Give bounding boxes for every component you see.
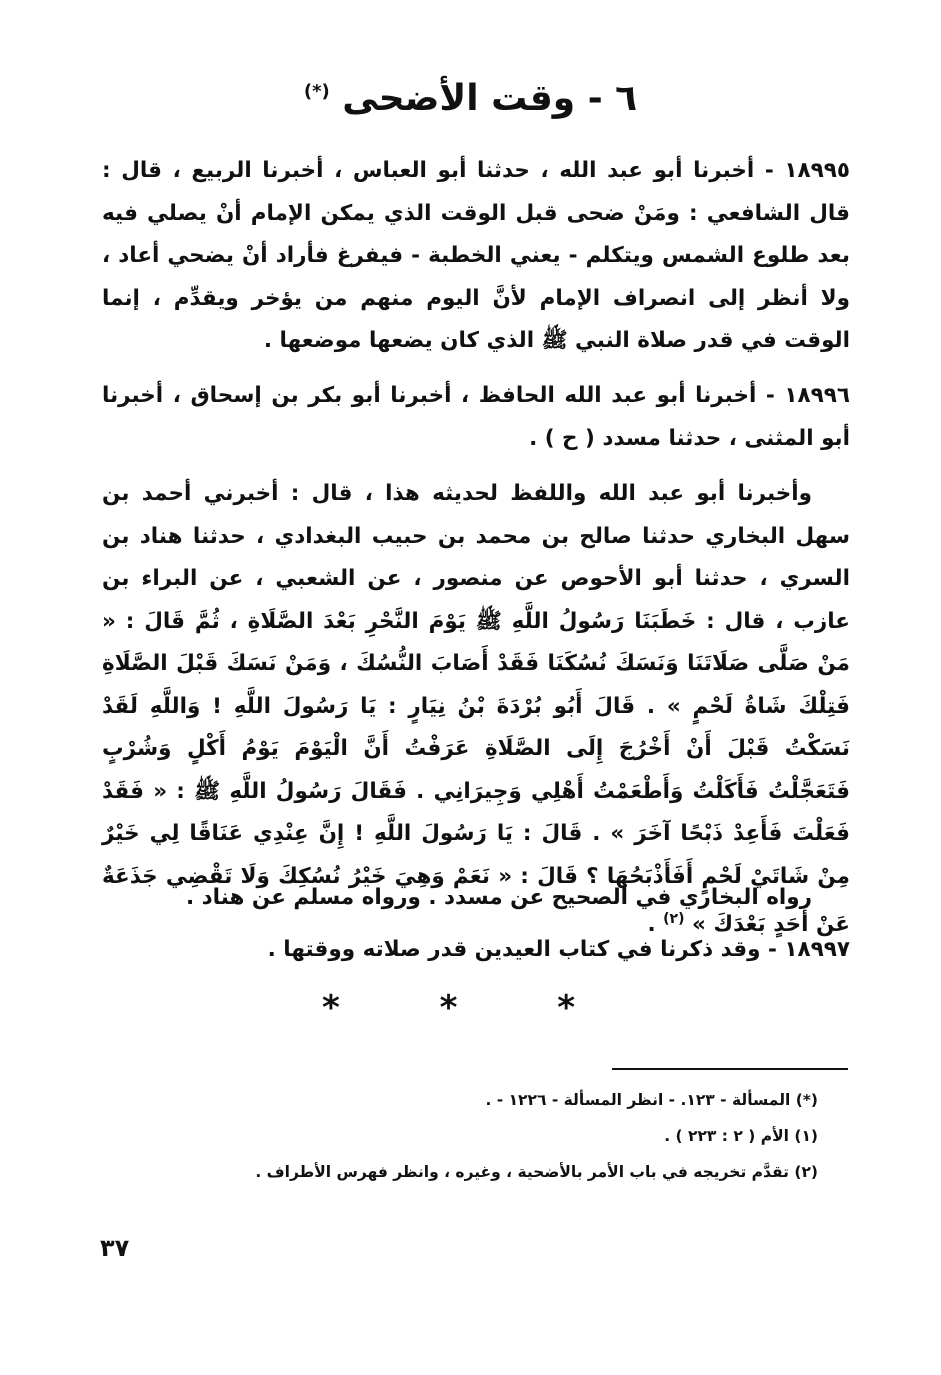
paragraph-18995: ١٨٩٩٥ - أخبرنا أبو عبد الله ، حدثنا أبو العباس ، أخبرنا الربيع ، قال : قال الشافعي : ومَنْ ضحى قبل الوقت الذي يمكن الإمام أنْ يصلي فيه بعد طلوع الشمس ويتكلم - يعني الخطبة - فيفرغ فأراد أنْ يضحي أعاد ، ولا أنظر إلى انصراف الإمام لأنَّ اليوم منهم من يؤخر ويقدِّم ، إنما الوقت في قدر صلاة النبي ﷺ الذي كان يضعها موضعها . bbox=[102, 158, 850, 353]
paragraph-18996: ١٨٩٩٦ - أخبرنا أبو عبد الله الحافظ ، أخبرنا أبو بكر بن إسحاق ، أخبرنا أبو المثنى ، حدثنا مسدد ( ح ) . bbox=[102, 383, 850, 451]
hadith-text: وأخبرنا أبو عبد الله واللفظ لحديثه هذا ، قال : أخبرني أحمد بن سهل البخاري حدثنا صالح بن محمد بن حبيب البغدادي ، حدثنا هناد بن السري ، حدثنا أبو الأحوص عن منصور ، عن الشعبي ، عن البراء بن عازب ، قال : خَطَبَنَا رَسُولُ اللَّهِ ﷺ يَوْمَ النَّحْرِ بَعْدَ الصَّلَاةِ ، ثُمَّ قَالَ : « مَنْ صَلَّى صَلَاتَنَا وَنَسَكَ نُسُكَنَا فَقَدْ أَصَابَ النُّسُكَ ، وَمَنْ نَسَكَ قَبْلَ الصَّلَاةِ فَتِلْكَ شَاةُ لَحْمٍ » . قَالَ أَبُو بُرْدَةَ بْنُ نِيَارٍ : يَا رَسُولَ اللَّهِ ! وَاللَّهِ لَقَدْ نَسَكْتُ قَبْلَ أَنْ أَخْرُجَ إِلَى الصَّلَاةِ عَرَفْتُ أَنَّ الْيَوْمَ يَوْمُ أَكْلٍ وَشُرْبٍ فَتَعَجَّلْتُ فَأَكَلْتُ وَأَطْعَمْتُ أَهْلِي وَجِيرَانِي . فَقَالَ رَسُولُ اللَّهِ ﷺ : « فَقَدْ فَعَلْتَ فَأَعِدْ ذَبْحًا آخَرَ » . قَالَ : يَا رَسُولَ اللَّهِ ! إِنَّ عِنْدِي عَنَاقًا لِي خَيْرٌ مِنْ شَاتَيْ لَحْمٍ أَفَأَذْبَحُهَا ؟ قَالَ : « نَعَمْ وَهِيَ خَيْرُ نُسُكِكَ وَلَا تَقْضِي جَذَعَةٌ عَنْ أَحَدٍ بَعْدَكَ » bbox=[102, 481, 850, 938]
page-number: ٣٧ bbox=[100, 1234, 130, 1262]
paragraph-hadith bbox=[102, 473, 850, 947]
footnote-2: (٢) تقدَّم تخريجه في باب الأمر بالأضحية ، وغيره ، وانظر فهرس الأطراف . bbox=[255, 1163, 818, 1181]
paragraph-riwayah: رواه البخاري في الصحيح عن مسدد . ورواه مسلم عن هناد . bbox=[185, 885, 812, 910]
chapter-title bbox=[0, 78, 941, 119]
hadith-end: . bbox=[647, 912, 664, 938]
title-footnote-marker: (*) bbox=[303, 81, 330, 102]
footnotes bbox=[150, 1082, 818, 1190]
section-separator: * * * bbox=[321, 988, 619, 1028]
paragraph-18997: ١٨٩٩٧ - وقد ذكرنا في كتاب العيدين قدر صلاته ووقتها . bbox=[267, 937, 850, 962]
chapter-title-text: ٦ - وقت الأضحى bbox=[342, 78, 638, 119]
footnote-1: (١) الأم ( ٢ : ٢٢٣ ) . bbox=[664, 1127, 818, 1145]
footnote-star: (*) المسألة - ١٢٣. - انظر المسألة - ١٢٢٦ - . bbox=[485, 1091, 818, 1109]
footnote-divider bbox=[612, 1068, 848, 1070]
hadith-footnote-marker: (٢) bbox=[663, 911, 685, 927]
